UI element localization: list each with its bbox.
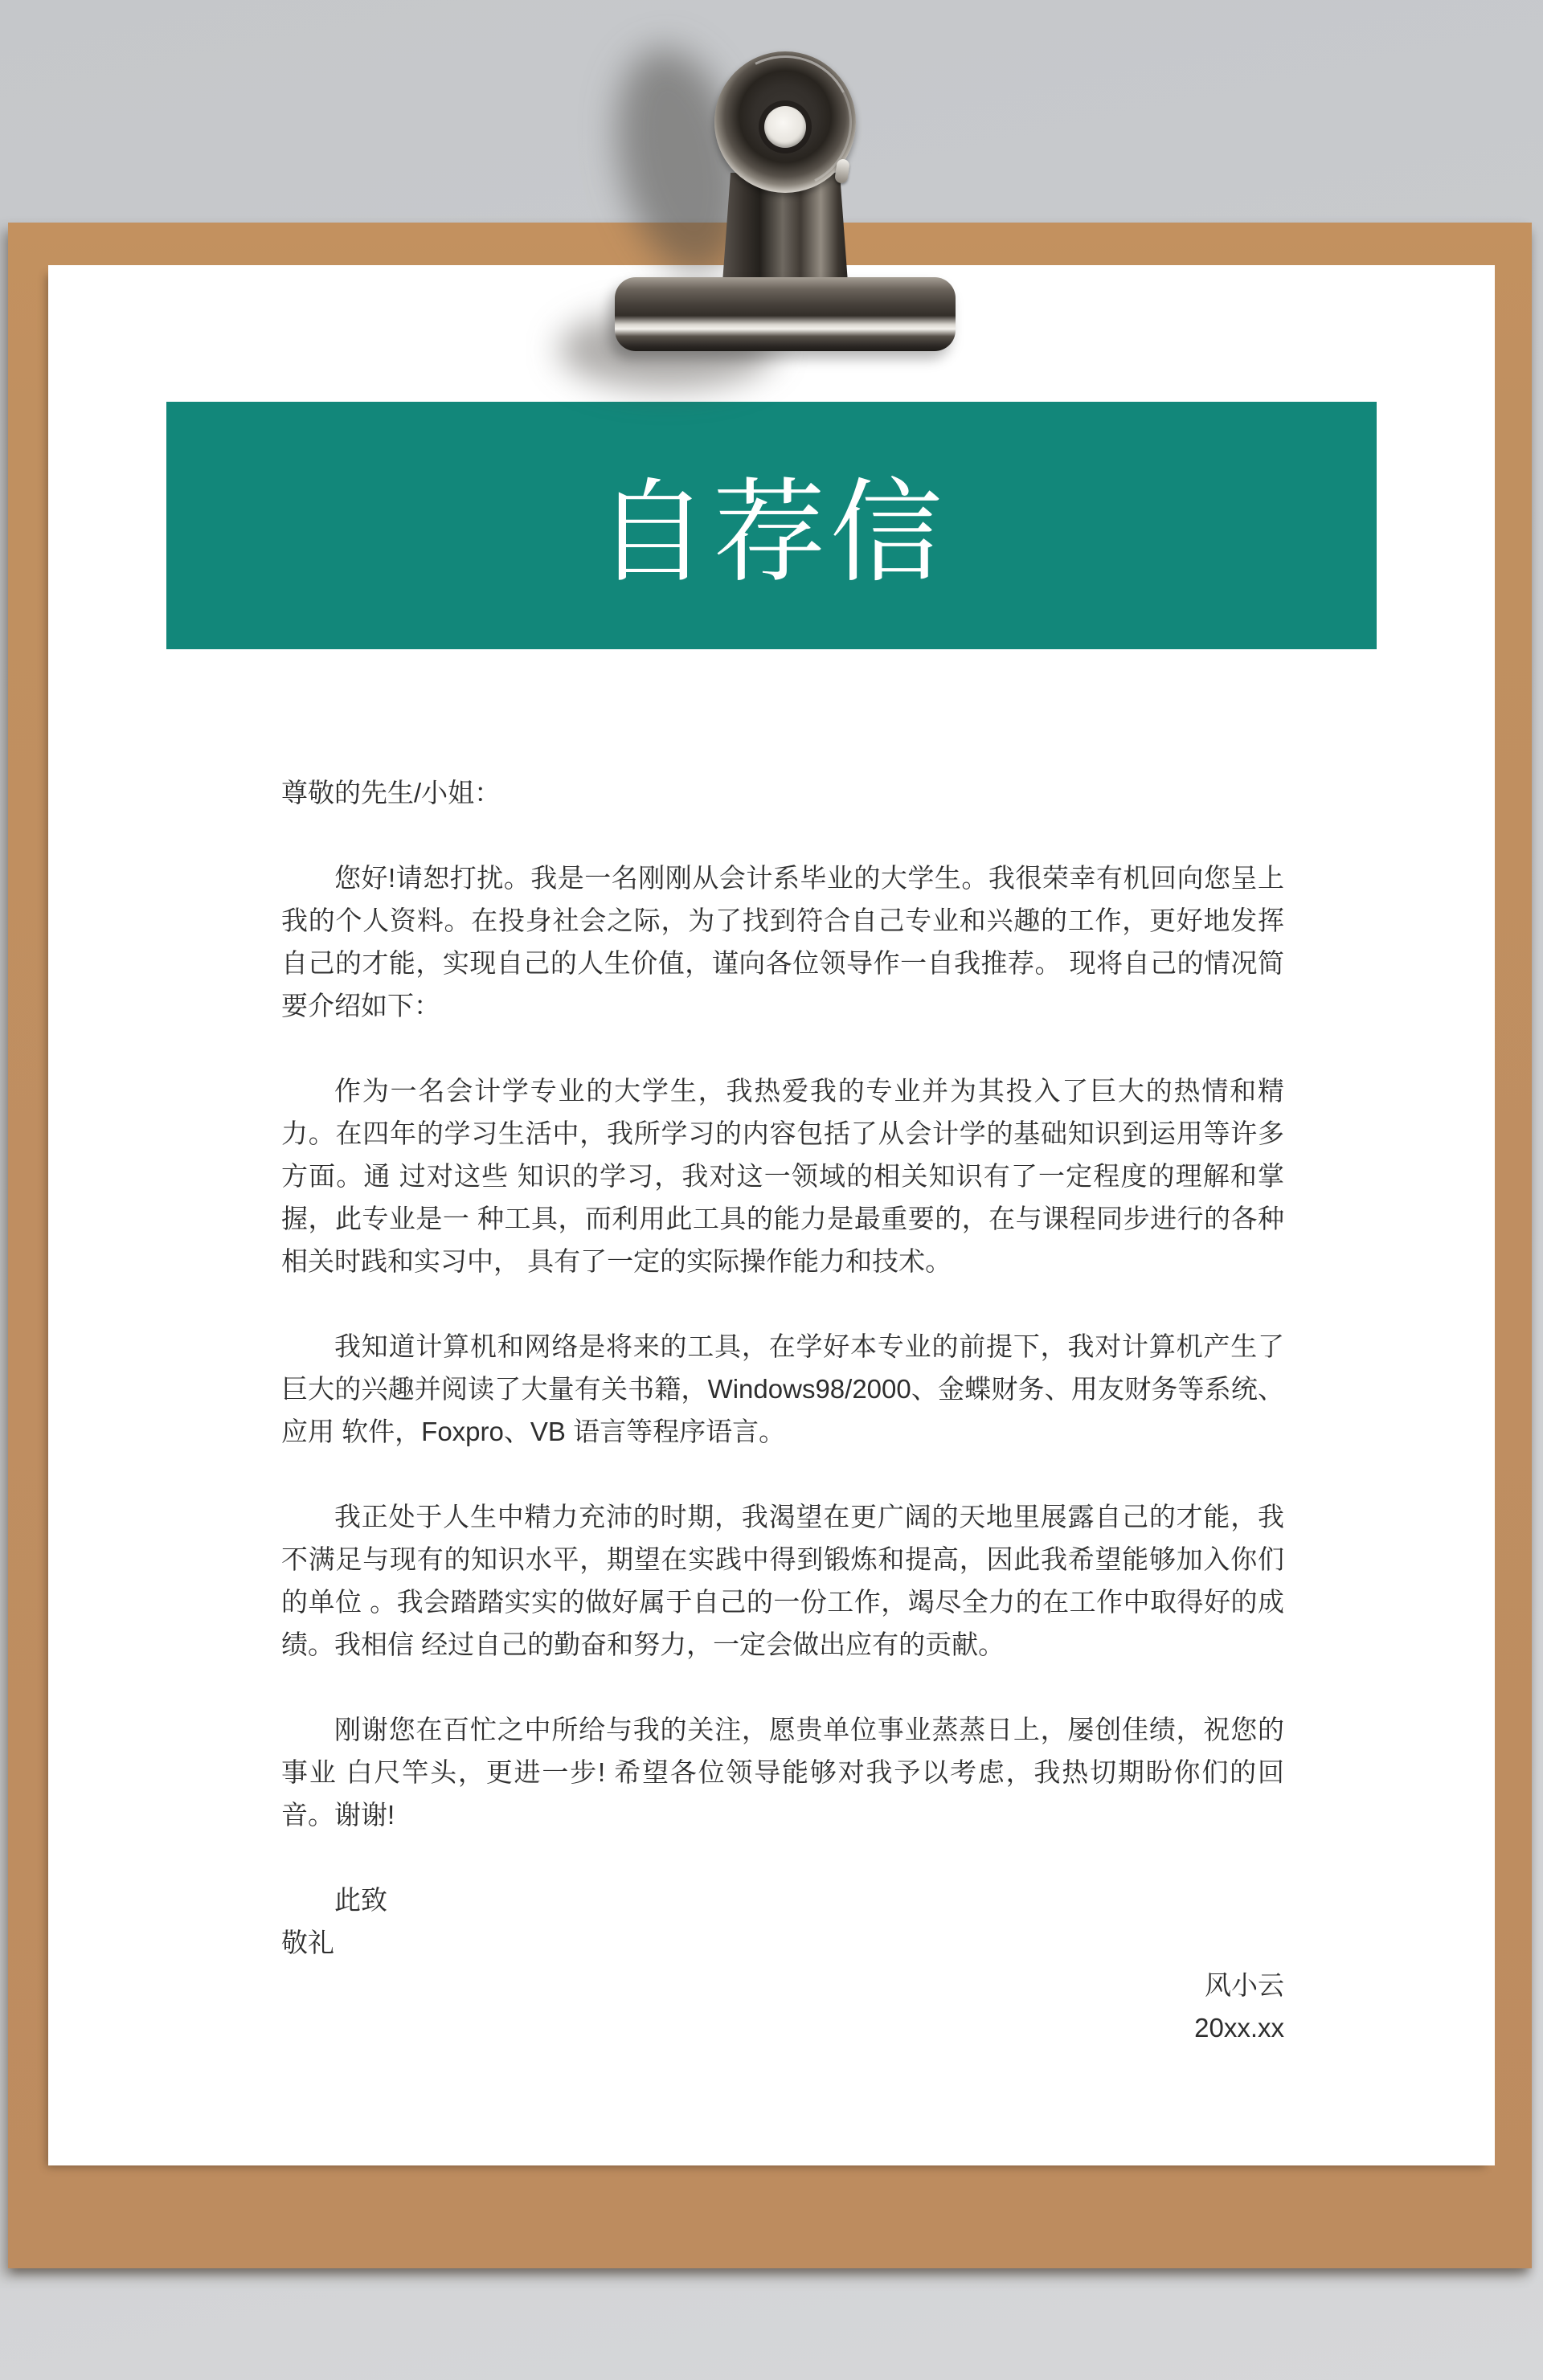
closing-jingli: 敬礼 bbox=[281, 1928, 334, 1957]
binder-clip-hole bbox=[764, 106, 806, 148]
paragraph-4: 我正处于人生中精力充沛的时期，我渴望在更广阔的天地里展露自己的才能，我不满足与现有的知识水平，期望在实践中得到锻炼和提高，因此我希望能够加入你们的单位 。我会踏踏实实的做好属于自己的一份工作，竭尽全力的在工作中取得好的成绩。我相信 经过自己的勤奋和努力，一定会做出应有的贡献。 bbox=[281, 1502, 1284, 1659]
paragraph-2: 作为一名会计学专业的大学生，我热爱我的专业并为其投入了巨大的热情和精力。在四年的学习生活中，我所学习的内容包括了从会计学的基础知识到运用等许多方面。通 过对这些 知识的学习，我对这一领域的相关知识有了一定程度的理解和掌握，此专业是一 种工具，而利用此工具的能力是最重要的，在与课程同步进行的各种相关时践和实习中， 具有了一定的实际操作能力和技术。 bbox=[281, 1076, 1284, 1276]
letter-body bbox=[281, 771, 1284, 2049]
signature-name: 风小云 bbox=[1205, 1970, 1284, 2000]
binder-clip-latch bbox=[834, 158, 850, 184]
paragraph-1: 您好!请恕打扰。我是一名刚刚从会计系毕业的大学生。我很荣幸有机回向您呈上我的个人资料。在投身社会之际，为了找到符合自己专业和兴趣的工作，更好地发挥自己的才能，实现自己的人生价值，谨向各位领导作一自我推荐。 现将自己的情况简要介绍如下： bbox=[281, 863, 1284, 1020]
page-title: 自荐信 bbox=[596, 469, 947, 595]
paragraph-3: 我知道计算机和网络是将来的工具，在学好本专业的前提下，我对计算机产生了巨大的兴趣并阅读了大量有关书籍，Windows98/2000、金蝶财务、用友财务等系统、应用 软件，Foxpro、VB 语言等程序语言。 bbox=[281, 1331, 1284, 1446]
salutation: 尊敬的先生/小姐： bbox=[281, 778, 501, 808]
paragraph-5: 刚谢您在百忙之中所给与我的关注，愿贵单位事业蒸蒸日上，屡创佳绩，祝您的事业 白尺竿头，更进一步! 希望各位领导能够对我予以考虑，我热切期盼你们的回音。谢谢! bbox=[281, 1715, 1284, 1830]
closing-zhici: 此致 bbox=[334, 1885, 387, 1915]
title-banner bbox=[166, 402, 1377, 649]
letter-paper bbox=[48, 265, 1495, 2165]
signature-date: 20xx.xx bbox=[1194, 2013, 1284, 2043]
binder-clip-bar bbox=[615, 277, 956, 351]
